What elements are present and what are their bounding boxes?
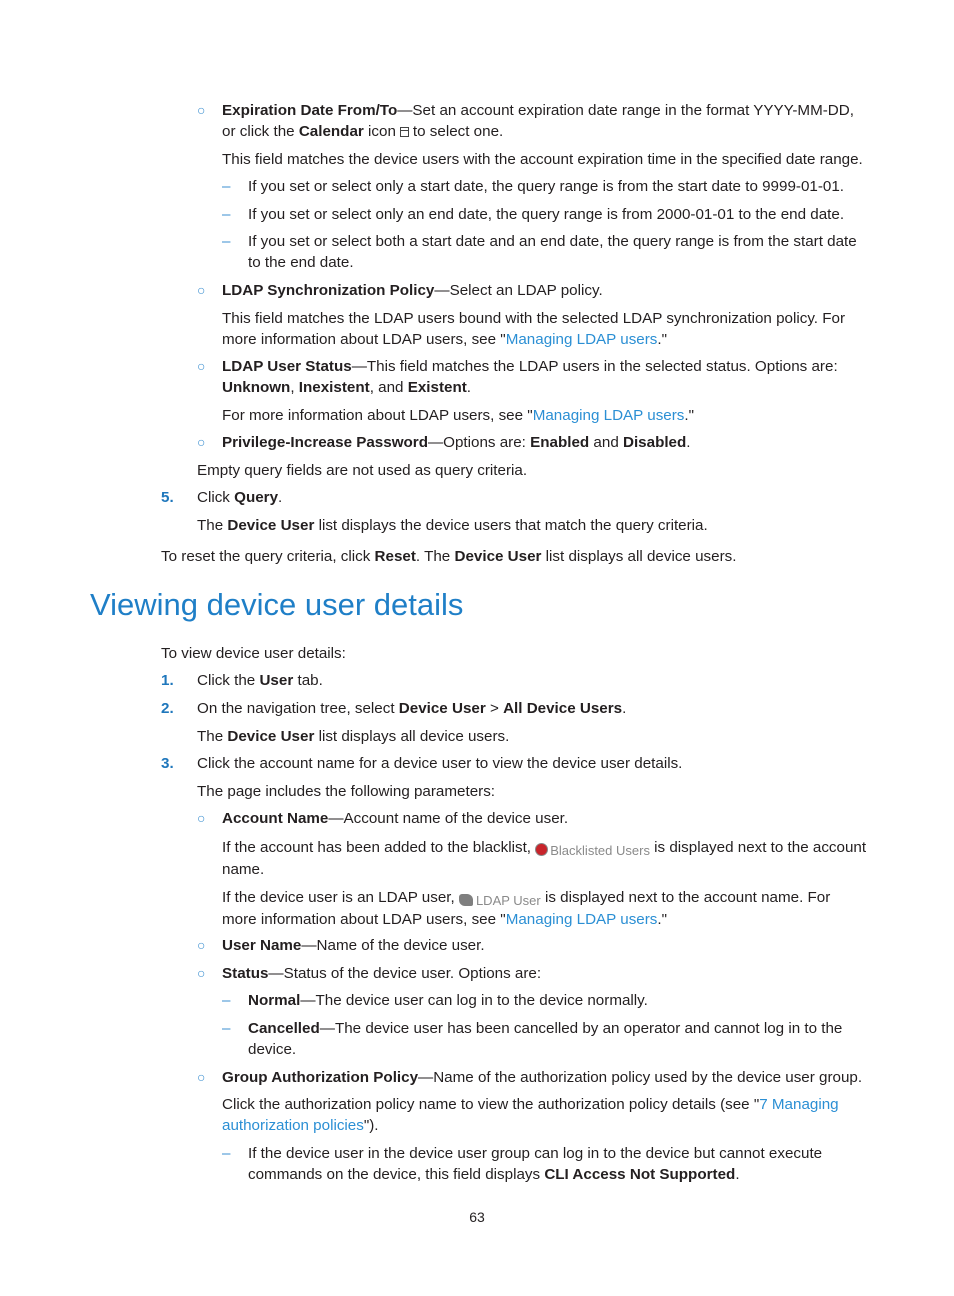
list-bullet: ○ bbox=[197, 102, 206, 118]
text: tab. bbox=[293, 672, 323, 689]
text: list displays all device users. bbox=[541, 548, 737, 565]
paragraph bbox=[222, 405, 867, 426]
term: Device User bbox=[227, 517, 315, 534]
group-authorization-item bbox=[222, 1067, 867, 1088]
text: is displayed next to the account name. For more information about LDAP users, see " bbox=[222, 889, 831, 928]
user-name-item bbox=[222, 935, 867, 956]
text: list displays all device users. bbox=[314, 728, 510, 745]
term: User bbox=[259, 672, 294, 689]
text: is displayed next to the account name. bbox=[222, 839, 867, 878]
text: > bbox=[485, 700, 504, 717]
status-cancelled bbox=[248, 1018, 868, 1060]
term: Privilege-Increase Password bbox=[222, 434, 428, 451]
paragraph: If you set or select only a start date, the query range is from the start date to 9999-01-01. bbox=[248, 178, 845, 195]
term: Unknown bbox=[222, 379, 291, 396]
step-number: 5. bbox=[161, 489, 174, 506]
list-bullet: ○ bbox=[197, 965, 206, 981]
dash-bullet: – bbox=[222, 1145, 231, 1162]
term: Account Name bbox=[222, 810, 329, 827]
paragraph bbox=[248, 1143, 868, 1185]
ldap-status-item bbox=[222, 356, 867, 398]
list-bullet: ○ bbox=[197, 282, 206, 298]
ldap-user-icon bbox=[459, 894, 473, 906]
list-bullet: ○ bbox=[197, 1069, 206, 1085]
managing-authorization-policies-link[interactable]: 7 Managing authorization policies bbox=[222, 1096, 839, 1134]
list-bullet: ○ bbox=[197, 937, 206, 953]
text: —Select an LDAP policy. bbox=[434, 282, 603, 299]
text: To reset the query criteria, click bbox=[161, 548, 375, 565]
term: LDAP User Status bbox=[222, 358, 352, 375]
term: Expiration Date From/To bbox=[222, 102, 398, 119]
status-normal bbox=[248, 990, 868, 1011]
term: CLI Access Not Supported bbox=[544, 1166, 736, 1183]
step-5 bbox=[197, 487, 867, 508]
dash-bullet: – bbox=[222, 1020, 231, 1037]
term: Status bbox=[222, 965, 269, 982]
paragraph: The page includes the following parameters: bbox=[197, 783, 496, 800]
text: —Name of the device user. bbox=[301, 937, 485, 954]
text: Click the bbox=[197, 672, 260, 689]
text: The bbox=[197, 517, 228, 534]
text: . bbox=[622, 700, 627, 717]
paragraph: If you set or select both a start date and an end date, the query range is from the start date to the end date. bbox=[248, 233, 857, 271]
term: Existent bbox=[407, 379, 467, 396]
account-name-item bbox=[222, 808, 867, 829]
text: —This field matches the LDAP users in the selected status. Options are: bbox=[351, 358, 838, 375]
text: ." bbox=[657, 331, 668, 348]
term: User Name bbox=[222, 937, 302, 954]
text: This field matches the LDAP users bound with the selected LDAP synchronization policy. For more information about LDAP users, see " bbox=[222, 310, 846, 348]
step-number: 3. bbox=[161, 755, 174, 772]
badge-label: LDAP User bbox=[475, 893, 541, 908]
term: All Device Users bbox=[503, 700, 623, 717]
paragraph bbox=[222, 308, 867, 350]
text: —The device user can log in to the device normally. bbox=[300, 992, 648, 1009]
list-bullet: ○ bbox=[197, 358, 206, 374]
text: If the device user in the device user group can log in to the device but cannot execute commands on the device, this field displays bbox=[248, 1145, 823, 1183]
managing-ldap-users-link[interactable]: Managing LDAP users bbox=[505, 911, 658, 928]
text: "). bbox=[363, 1117, 379, 1134]
calendar-icon bbox=[400, 127, 409, 137]
dash-bullet: – bbox=[222, 178, 231, 195]
text: . bbox=[686, 434, 691, 451]
text: Click the authorization policy name to view the authorization policy details (see " bbox=[222, 1096, 760, 1113]
term: Device User bbox=[454, 548, 542, 565]
step-3: Click the account name for a device user to view the device user details. bbox=[197, 755, 683, 772]
managing-ldap-users-link[interactable]: Managing LDAP users bbox=[505, 331, 658, 348]
expiration-date-item bbox=[222, 100, 867, 142]
privilege-item bbox=[222, 432, 867, 453]
badge-label: Blacklisted Users bbox=[550, 843, 650, 858]
term: Device User bbox=[398, 700, 486, 717]
text: —Account name of the device user. bbox=[328, 810, 569, 827]
text: and bbox=[589, 434, 623, 451]
text: On the navigation tree, select bbox=[197, 700, 399, 717]
text: The bbox=[197, 728, 228, 745]
section-heading: Viewing device user details bbox=[90, 587, 464, 622]
term: Inexistent bbox=[298, 379, 370, 396]
text: If the account has been added to the blacklist, bbox=[222, 839, 536, 856]
text: . bbox=[278, 489, 283, 506]
ldap-sync-item bbox=[222, 280, 867, 301]
text: —The device user has been cancelled by an operator and cannot log in to the device. bbox=[248, 1020, 843, 1058]
term: Query bbox=[234, 489, 279, 506]
term: Device User bbox=[227, 728, 315, 745]
paragraph bbox=[222, 1094, 867, 1136]
text: . bbox=[466, 379, 472, 396]
dash-bullet: – bbox=[222, 233, 231, 250]
text: ." bbox=[684, 407, 695, 424]
text: , bbox=[290, 379, 299, 396]
text: —Options are: bbox=[427, 434, 531, 451]
text: icon bbox=[363, 123, 396, 140]
step-number: 1. bbox=[161, 672, 174, 689]
term: Reset bbox=[374, 548, 416, 565]
text: If the device user is an LDAP user, bbox=[222, 889, 459, 906]
list-bullet: ○ bbox=[197, 810, 206, 826]
text: Click bbox=[197, 489, 235, 506]
text: —Set an account expiration date range in the format YYYY-MM-DD, or click the bbox=[222, 102, 854, 140]
text: . The bbox=[415, 548, 455, 565]
term: LDAP Synchronization Policy bbox=[222, 282, 435, 299]
managing-ldap-users-link[interactable]: Managing LDAP users bbox=[532, 407, 685, 424]
text: —Name of the authorization policy used by the device user group. bbox=[418, 1069, 863, 1086]
text: —Status of the device user. Options are: bbox=[268, 965, 542, 982]
text: ." bbox=[657, 911, 668, 928]
term: Cancelled bbox=[248, 1020, 320, 1037]
term: Group Authorization Policy bbox=[222, 1069, 419, 1086]
blacklist-icon bbox=[535, 843, 548, 856]
paragraph bbox=[161, 546, 867, 567]
text: . bbox=[735, 1166, 740, 1183]
paragraph: This field matches the device users with the account expiration time in the specified date range. bbox=[222, 151, 863, 168]
list-bullet: ○ bbox=[197, 434, 206, 450]
ldap-user-badge bbox=[459, 893, 541, 909]
paragraph bbox=[222, 887, 867, 930]
text: For more information about LDAP users, see " bbox=[222, 407, 533, 424]
paragraph: Empty query fields are not used as query criteria. bbox=[197, 462, 528, 479]
paragraph bbox=[197, 726, 867, 747]
text: , and bbox=[369, 379, 408, 396]
status-item bbox=[222, 963, 867, 984]
paragraph: To view device user details: bbox=[161, 645, 346, 662]
paragraph: If you set or select only an end date, the query range is from 2000-01-01 to the end date. bbox=[248, 206, 845, 223]
paragraph bbox=[222, 837, 867, 880]
dash-bullet: – bbox=[222, 992, 231, 1009]
blacklisted-users-badge bbox=[535, 843, 650, 859]
page-number: 63 bbox=[469, 1209, 485, 1225]
term: Enabled bbox=[530, 434, 590, 451]
text: list displays the device users that match the query criteria. bbox=[314, 517, 708, 534]
step-number: 2. bbox=[161, 700, 174, 717]
term: Normal bbox=[248, 992, 301, 1009]
paragraph bbox=[197, 515, 867, 536]
text: to select one. bbox=[412, 123, 504, 140]
step-1 bbox=[197, 670, 867, 691]
step-2 bbox=[197, 698, 867, 719]
term: Calendar bbox=[298, 123, 364, 140]
term: Disabled bbox=[622, 434, 687, 451]
dash-bullet: – bbox=[222, 206, 231, 223]
